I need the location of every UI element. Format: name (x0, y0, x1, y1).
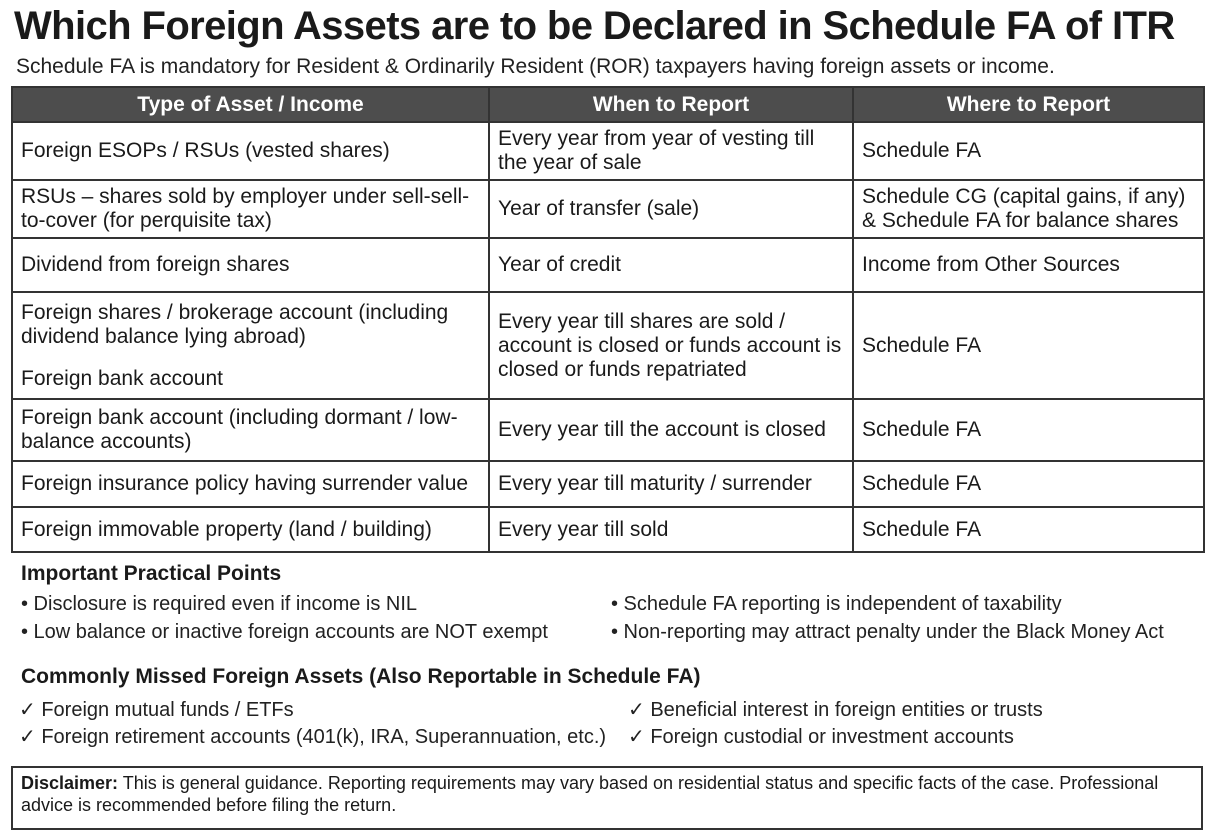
practical-point: • Low balance or inactive foreign accounts are NOT exempt (21, 621, 548, 643)
cell-type: Dividend from foreign shares (12, 238, 489, 292)
missed-asset-item: ✓ Beneficial interest in foreign entities or trusts (628, 699, 1043, 721)
header-where: Where to Report (853, 87, 1204, 122)
cell-where: Schedule FA (853, 507, 1204, 552)
practical-point: • Disclosure is required even if income is NIL (21, 593, 418, 615)
table-header-row (12, 87, 1204, 122)
cell-type: Foreign insurance policy having surrender value (12, 461, 489, 507)
table-row (12, 180, 1204, 238)
cell-when: Every year till shares are sold / account is closed or funds account is closed or funds repatriated (489, 292, 853, 399)
table-row (12, 461, 1204, 507)
schedule-fa-table (11, 86, 1205, 553)
page-subtitle: Schedule FA is mandatory for Resident & Ordinarily Resident (ROR) taxpayers having foreign assets or income. (16, 55, 1055, 78)
cell-where: Schedule CG (capital gains, if any) & Schedule FA for balance shares (853, 180, 1204, 238)
practical-point: • Schedule FA reporting is independent of taxability (611, 593, 1062, 615)
table-row (12, 292, 1204, 399)
disclaimer-label: Disclaimer: (21, 773, 119, 793)
cell-where: Schedule FA (853, 292, 1204, 399)
practical-point: • Non-reporting may attract penalty under the Black Money Act (611, 621, 1164, 643)
cell-when: Year of credit (489, 238, 853, 292)
practical-points-heading: Important Practical Points (21, 562, 282, 585)
disclaimer-box (11, 766, 1203, 830)
missed-assets-heading: Commonly Missed Foreign Assets (Also Reportable in Schedule FA) (21, 665, 701, 688)
cell-where: Schedule FA (853, 461, 1204, 507)
table-row (12, 122, 1204, 180)
cell-when: Year of transfer (sale) (489, 180, 853, 238)
cell-type: Foreign immovable property (land / building) (12, 507, 489, 552)
cell-where: Schedule FA (853, 122, 1204, 180)
cell-when: Every year from year of vesting till the year of sale (489, 122, 853, 180)
missed-asset-item: ✓ Foreign mutual funds / ETFs (19, 699, 294, 721)
cell-where: Income from Other Sources (853, 238, 1204, 292)
cell-when: Every year till sold (489, 507, 853, 552)
cell-type-main: Foreign shares / brokerage account (including dividend balance lying abroad) (21, 300, 449, 348)
page-title: Which Foreign Assets are to be Declared in Schedule FA of ITR (14, 4, 1175, 48)
table-row (12, 238, 1204, 292)
missed-asset-item: ✓ Foreign custodial or investment accounts (628, 726, 1014, 748)
header-type: Type of Asset / Income (12, 87, 489, 122)
cell-type (12, 292, 489, 399)
cell-type: Foreign bank account (including dormant / low-balance accounts) (12, 399, 489, 461)
cell-type: RSUs – shares sold by employer under sell-sell-to-cover (for perquisite tax) (12, 180, 489, 238)
missed-asset-item: ✓ Foreign retirement accounts (401(k), IRA, Superannuation, etc.) (19, 726, 607, 748)
cell-type-extra: Foreign bank account (21, 366, 223, 390)
cell-where: Schedule FA (853, 399, 1204, 461)
cell-when: Every year till the account is closed (489, 399, 853, 461)
table-row (12, 399, 1204, 461)
disclaimer-text: This is general guidance. Reporting requirements may vary based on residential status and specific facts of the case. Professional advice is recommended before filing the return. (21, 773, 1159, 815)
cell-type: Foreign ESOPs / RSUs (vested shares) (12, 122, 489, 180)
table-row (12, 507, 1204, 552)
header-when: When to Report (489, 87, 853, 122)
cell-when: Every year till maturity / surrender (489, 461, 853, 507)
